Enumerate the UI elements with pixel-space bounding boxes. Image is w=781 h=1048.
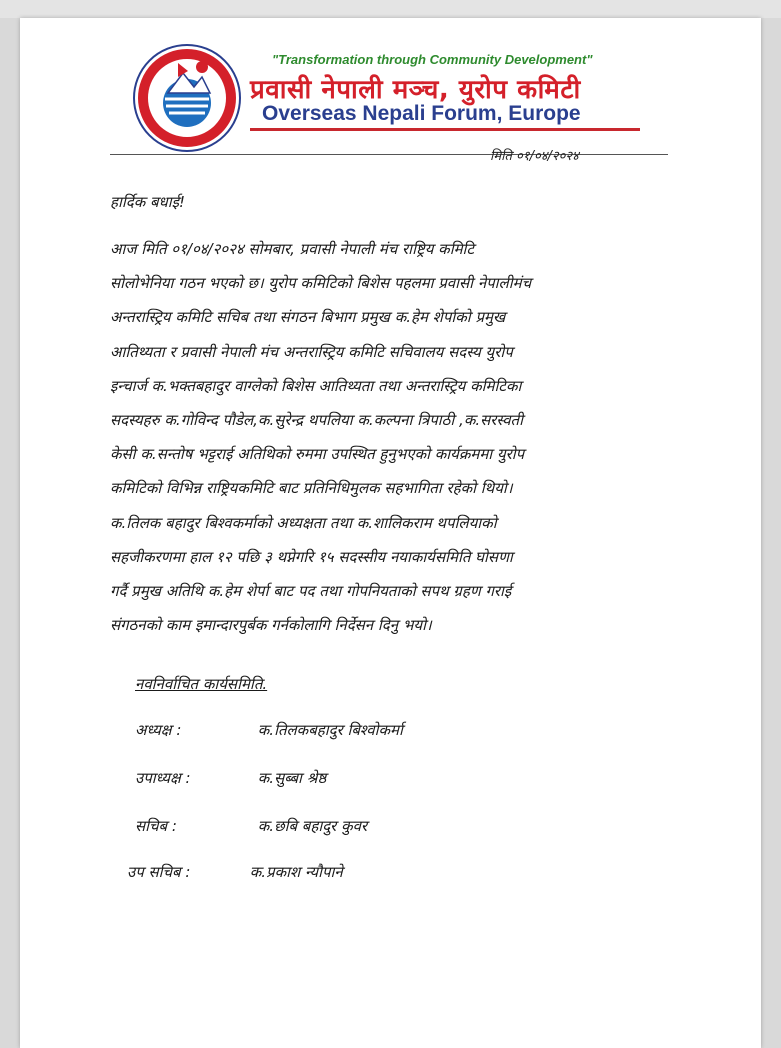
body-line: संगठनको काम इमान्दारपुर्बक गर्नकोलागि निर्देसन दिनु भयो। <box>110 616 432 635</box>
member-role: उपाध्यक्ष : <box>135 769 191 787</box>
body-line: केसी क.सन्तोष भट्टराई अतिथिको रुममा उपस्थित हुनुभएको कार्यक्रममा युरोप <box>110 445 525 464</box>
title-english: Overseas Nepali Forum, Europe <box>262 102 581 125</box>
member-name: क.प्रकाश न्यौपाने <box>249 863 343 881</box>
tagline: "Transformation through Community Development" <box>272 52 593 67</box>
body-line: सदस्यहरु क.गोविन्द पौडेल,क.सुरेन्द्र थपलिया क.कल्पना त्रिपाठी ,क.सरस्वती <box>110 411 523 430</box>
member-role: अध्यक्ष : <box>135 721 182 739</box>
committee-member-deputy-secretary <box>127 862 343 882</box>
letter-date: मिति ०१/०४/२०२४ <box>490 149 579 164</box>
body-line: आतिथ्यता र प्रवासी नेपाली मंच अन्तरास्ट्रिय कमिटि सचिवालय सदस्य युरोप <box>110 342 513 361</box>
body-line: सहजीकरणमा हाल १२ पछि ३ थप्नेगरि १५ सदस्सीय नयाकार्यसमिति घोसणा <box>110 547 513 566</box>
body-line: सोलोभेनिया गठन भएको छ। युरोप कमिटिको बिशेस पहलमा प्रवासी नेपालीमंच <box>110 274 532 293</box>
committee-title: नवनिर्वाचित कार्यसमिति. <box>135 675 268 693</box>
committee-member-vice-president <box>135 768 326 788</box>
body-line: आज मिति ०१/०४/२०२४ सोमबार, प्रवासी नेपाली मंच राष्ट्रिय कमिटि <box>110 240 475 258</box>
member-name: क.छबि बहादुर कुवर <box>257 817 368 835</box>
committee-member-president <box>135 720 403 740</box>
header-divider <box>110 154 668 155</box>
body-line: अन्तरास्ट्रिय कमिटि सचिब तथा संगठन बिभाग प्रमुख क.हेम शेर्पाको प्रमुख <box>110 308 506 327</box>
member-name: क.सुब्बा श्रेष्ठ <box>257 769 327 787</box>
title-nepali: प्रवासी नेपाली मञ्च, युरोप कमिटी <box>250 75 581 105</box>
header-red-rule <box>250 128 640 131</box>
top-bar <box>0 0 781 18</box>
body-line: कमिटिको विभिन्न राष्ट्रियकमिटि बाट प्रतिनिधिमुलक सहभागिता रहेको थियो। <box>110 479 513 498</box>
committee-member-secretary <box>135 816 367 836</box>
forum-logo <box>128 43 246 153</box>
body-line: गर्दै प्रमुख अतिथि क.हेम शेर्पा बाट पद तथा गोपनियताको सपथ ग्रहण गराई <box>110 582 512 601</box>
greeting: हार्दिक बधाई! <box>110 193 186 211</box>
body-line: क.तिलक बहादुर बिश्वकर्माको अध्यक्षता तथा क.शालिकराम थपलियाको <box>110 513 497 532</box>
member-role: उप सचिब : <box>127 863 191 881</box>
member-name: क.तिलकबहादुर बिश्वोकर्मा <box>257 721 403 739</box>
letter-body <box>110 232 675 642</box>
body-line: इन्चार्ज क.भक्तबहादुर वाग्लेको बिशेस आतिथ्यता तथा अन्तरास्ट्रिय कमिटिका <box>110 376 522 395</box>
member-role: सचिब : <box>135 817 177 835</box>
